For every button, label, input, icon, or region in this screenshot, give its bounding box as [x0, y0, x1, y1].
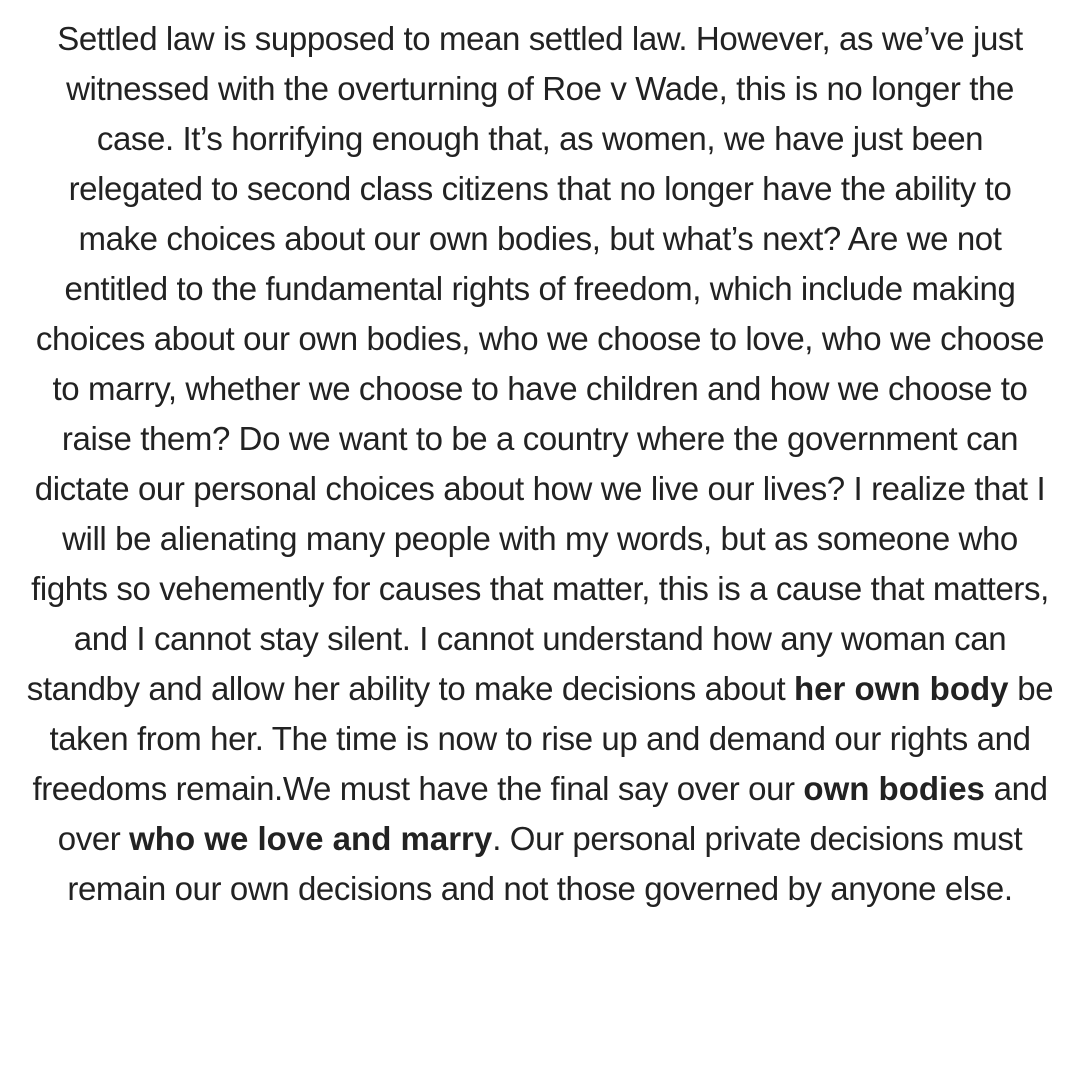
paragraph-segment-bold: her own body — [794, 670, 1009, 707]
paragraph-segment-bold: who we love and marry — [129, 820, 493, 857]
paragraph-segment: and over — [57, 770, 1048, 857]
paragraph-segment: Settled law is supposed to mean settled law. However, as we’ve just witnessed with the overturning of Roe v Wade, this is no longer the case. It’s horrifying enough that, as women, we have just been relegated to second class citizens that no longer have the ability to make choices about our own bodies, but what’s next? Are we not entitled to the fundamental rights of freedom, which include making choices about our own bodies, who we choose to love, who we choose to marry, whether we choose to have children and how we choose to raise them? Do we want to be a country where the government can dictate our personal choices about how we live our lives? I realize that I will be alienating many people with my words, but as someone who fights so vehemently for causes that matter, this is a cause that matters, and I cannot stay silent. I cannot understand how any woman can standby and allow her ability to make decisions about — [26, 20, 1049, 707]
paragraph-segment: . Our personal private decisions must remain our own decisions and not those governed by anyone else. — [67, 820, 1023, 907]
paragraph-segment-bold: own bodies — [803, 770, 985, 807]
paragraph-segment: be taken from her. The time is now to rise up and demand our rights and freedoms remain.We must have the final say over our — [32, 670, 1054, 807]
statement-paragraph — [26, 14, 1054, 914]
